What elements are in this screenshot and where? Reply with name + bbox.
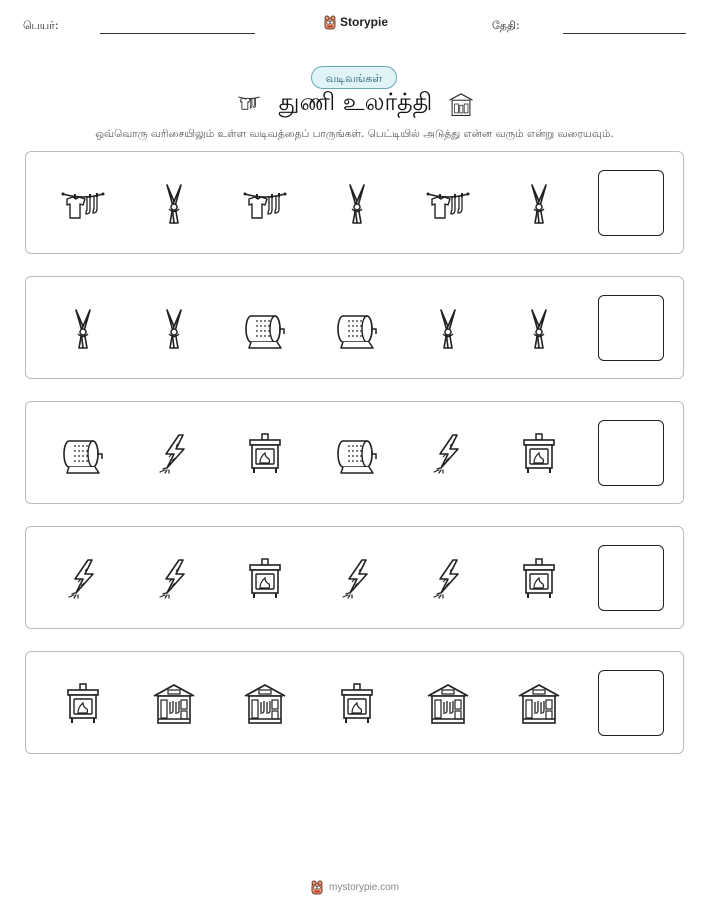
dryer-drum-icon xyxy=(243,307,287,351)
storypie-mascot-icon xyxy=(310,879,324,895)
footer-url: mystorypie.com xyxy=(328,881,399,893)
answer-box[interactable] xyxy=(598,420,664,486)
footer xyxy=(0,879,709,895)
lightning-icon xyxy=(426,432,470,476)
stove-icon xyxy=(517,432,561,476)
name-line[interactable] xyxy=(100,33,255,34)
answer-box[interactable] xyxy=(598,545,664,611)
lightning-icon xyxy=(426,557,470,601)
lightning-icon xyxy=(152,557,196,601)
lightning-icon xyxy=(335,557,379,601)
title-text: துணி உலர்த்தி xyxy=(278,88,433,116)
clothespin-icon xyxy=(335,182,379,226)
laundry-shop-icon xyxy=(243,682,287,726)
clothespin-icon xyxy=(61,307,105,351)
stove-icon xyxy=(517,557,561,601)
laundry-shop-icon xyxy=(517,682,561,726)
stove-icon xyxy=(243,432,287,476)
stove-icon xyxy=(61,682,105,726)
dryer-drum-icon xyxy=(335,307,379,351)
laundry-shop-icon xyxy=(426,682,470,726)
name-label: பெயர்: xyxy=(23,19,59,32)
clothesline-icon xyxy=(426,182,470,226)
clothesline-icon xyxy=(61,182,105,226)
answer-box[interactable] xyxy=(598,670,664,736)
clothesline-icon xyxy=(243,182,287,226)
lightning-icon xyxy=(61,557,105,601)
clothespin-icon xyxy=(517,307,561,351)
answer-box[interactable] xyxy=(598,170,664,236)
title-laundry-shop-icon xyxy=(446,90,476,118)
worksheet-header xyxy=(0,12,709,42)
stove-icon xyxy=(243,557,287,601)
clothespin-icon xyxy=(152,307,196,351)
brand-name: Storypie xyxy=(340,15,389,29)
storypie-mascot-icon xyxy=(323,14,337,30)
dryer-drum-icon xyxy=(61,432,105,476)
answer-box[interactable] xyxy=(598,295,664,361)
dryer-drum-icon xyxy=(335,432,379,476)
pattern-row xyxy=(25,526,684,629)
page-title xyxy=(0,88,709,119)
clothespin-icon xyxy=(152,182,196,226)
clothespin-icon xyxy=(426,307,470,351)
date-line[interactable] xyxy=(563,33,686,34)
clothespin-icon xyxy=(517,182,561,226)
lightning-icon xyxy=(152,432,196,476)
laundry-shop-icon xyxy=(152,682,196,726)
pattern-row xyxy=(25,276,684,379)
stove-icon xyxy=(335,682,379,726)
pattern-row xyxy=(25,401,684,504)
title-clothesline-icon xyxy=(233,91,265,117)
instructions: ஒவ்வொரு வரிசையிலும் உள்ள வடிவத்தைப் பாருங்கள். பெட்டியில் அடுத்து என்ன வரும் என்று வரையவும். xyxy=(95,128,614,140)
pattern-row xyxy=(25,151,684,254)
pattern-row xyxy=(25,651,684,754)
category-badge: வடிவங்கள் xyxy=(311,66,397,89)
date-label: தேதி: xyxy=(492,19,520,32)
brand-logo xyxy=(323,14,388,30)
